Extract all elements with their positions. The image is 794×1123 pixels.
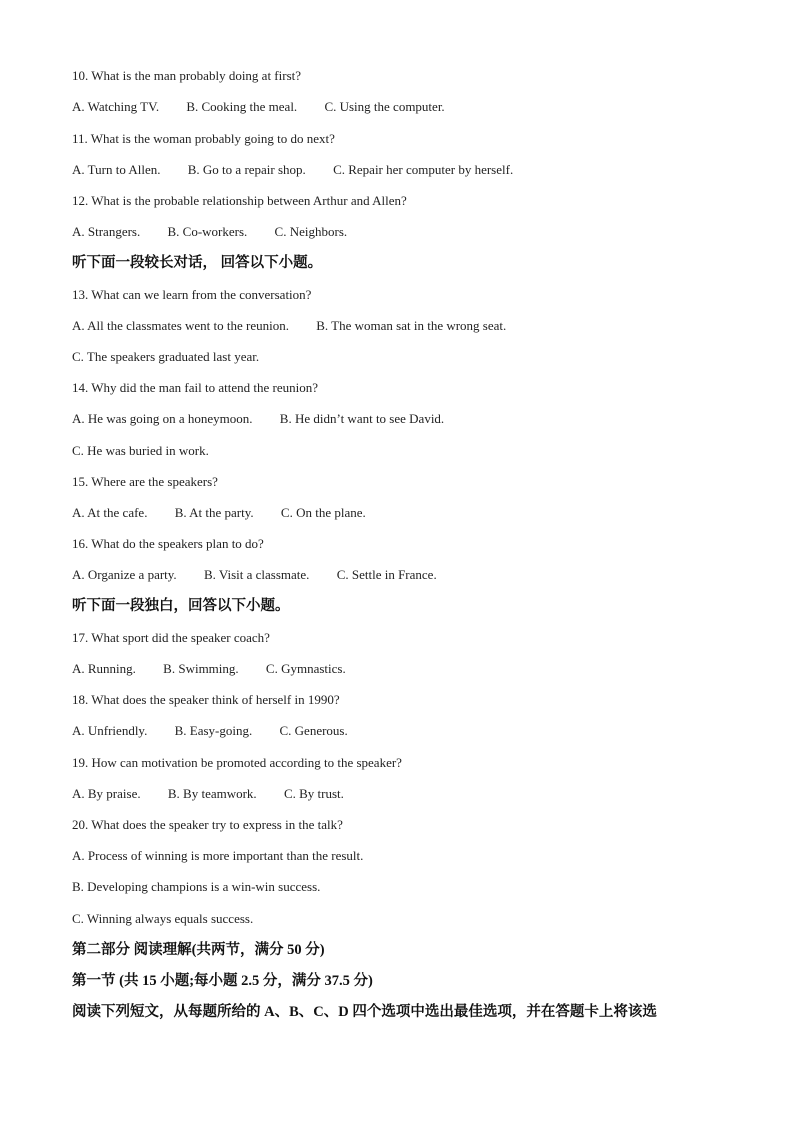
section-heading-long-dialogue: 听下面一段较长对话， 回答以下小题。 bbox=[72, 255, 323, 271]
question-17-option-c: C. Gymnastics. bbox=[265, 661, 346, 676]
question-13-option-c: C. The speakers graduated last year. bbox=[72, 349, 260, 364]
question-16-option-b: B. Visit a classmate. bbox=[203, 567, 310, 582]
question-17-stem: 17. What sport did the speaker coach? bbox=[72, 630, 270, 645]
question-14-options bbox=[72, 411, 444, 427]
question-19-stem: 19. How can motivation be promoted according to the speaker? bbox=[72, 755, 402, 770]
question-18-stem: 18. What does the speaker think of herself in 1990? bbox=[72, 692, 340, 707]
question-19-option-b: B. By teamwork. bbox=[167, 786, 257, 801]
question-20-stem: 20. What does the speaker try to express in the talk? bbox=[72, 817, 343, 832]
question-10-stem: 10. What is the man probably doing at first? bbox=[72, 68, 302, 83]
question-16-option-c: C. Settle in France. bbox=[336, 567, 437, 582]
part-2-heading: 第二部分 阅读理解(共两节，满分 50 分) bbox=[72, 942, 325, 958]
question-11-stem: 11. What is the woman probably going to do next? bbox=[72, 131, 335, 146]
question-15-stem: 15. Where are the speakers? bbox=[72, 474, 218, 489]
question-10-option-b: B. Cooking the meal. bbox=[186, 99, 298, 114]
question-20-option-c: C. Winning always equals success. bbox=[72, 911, 254, 926]
question-14-option-b: B. He didn’t want to see David. bbox=[279, 411, 445, 426]
question-17-option-a: A. Running. bbox=[72, 661, 136, 676]
question-20-option-a: A. Process of winning is more important than the result. bbox=[72, 848, 364, 863]
question-13-stem: 13. What can we learn from the conversation? bbox=[72, 287, 312, 302]
question-15-option-c: C. On the plane. bbox=[280, 505, 366, 520]
question-17-option-b: B. Swimming. bbox=[163, 661, 239, 676]
question-16-stem: 16. What do the speakers plan to do? bbox=[72, 536, 264, 551]
question-16-option-a: A. Organize a party. bbox=[72, 567, 177, 582]
question-11-option-c: C. Repair her computer by herself. bbox=[333, 162, 514, 177]
question-13-option-b: B. The woman sat in the wrong seat. bbox=[316, 318, 507, 333]
question-13-option-a: A. All the classmates went to the reunion. bbox=[72, 318, 289, 333]
question-12-option-c: C. Neighbors. bbox=[274, 224, 348, 239]
question-11-options bbox=[72, 162, 513, 178]
question-20-option-b: B. Developing champions is a win-win success. bbox=[72, 879, 321, 894]
question-19-option-a: A. By praise. bbox=[72, 786, 141, 801]
question-11-option-a: A. Turn to Allen. bbox=[72, 162, 161, 177]
question-15-option-a: A. At the cafe. bbox=[72, 505, 148, 520]
question-14-stem: 14. Why did the man fail to attend the reunion? bbox=[72, 380, 318, 395]
question-12-options bbox=[72, 224, 347, 240]
reading-instructions: 阅读下列短文，从每题所给的 A、B、C、D 四个选项中选出最佳选项，并在答题卡上将该选 bbox=[72, 1004, 657, 1020]
question-13-options bbox=[72, 318, 506, 334]
question-18-option-c: C. Generous. bbox=[279, 723, 348, 738]
question-11-option-b: B. Go to a repair shop. bbox=[187, 162, 306, 177]
question-16-options bbox=[72, 567, 437, 583]
question-17-options bbox=[72, 661, 346, 677]
question-12-stem: 12. What is the probable relationship between Arthur and Allen? bbox=[72, 193, 407, 208]
question-12-option-b: B. Co-workers. bbox=[167, 224, 248, 239]
question-19-option-c: C. By trust. bbox=[283, 786, 344, 801]
question-10-option-a: A. Watching TV. bbox=[72, 99, 160, 114]
question-18-option-b: B. Easy-going. bbox=[174, 723, 253, 738]
question-19-options bbox=[72, 786, 344, 802]
question-10-options bbox=[72, 99, 445, 115]
question-15-options bbox=[72, 505, 366, 521]
question-18-options bbox=[72, 723, 348, 739]
question-10-option-c: C. Using the computer. bbox=[324, 99, 445, 114]
question-14-option-c: C. He was buried in work. bbox=[72, 443, 209, 458]
section-heading-monologue: 听下面一段独白，回答以下小题。 bbox=[72, 598, 290, 614]
section-1-heading: 第一节 (共 15 小题;每小题 2.5 分，满分 37.5 分) bbox=[72, 973, 373, 989]
question-12-option-a: A. Strangers. bbox=[72, 224, 141, 239]
question-18-option-a: A. Unfriendly. bbox=[72, 723, 148, 738]
question-15-option-b: B. At the party. bbox=[174, 505, 254, 520]
question-14-option-a: A. He was going on a honeymoon. bbox=[72, 411, 253, 426]
